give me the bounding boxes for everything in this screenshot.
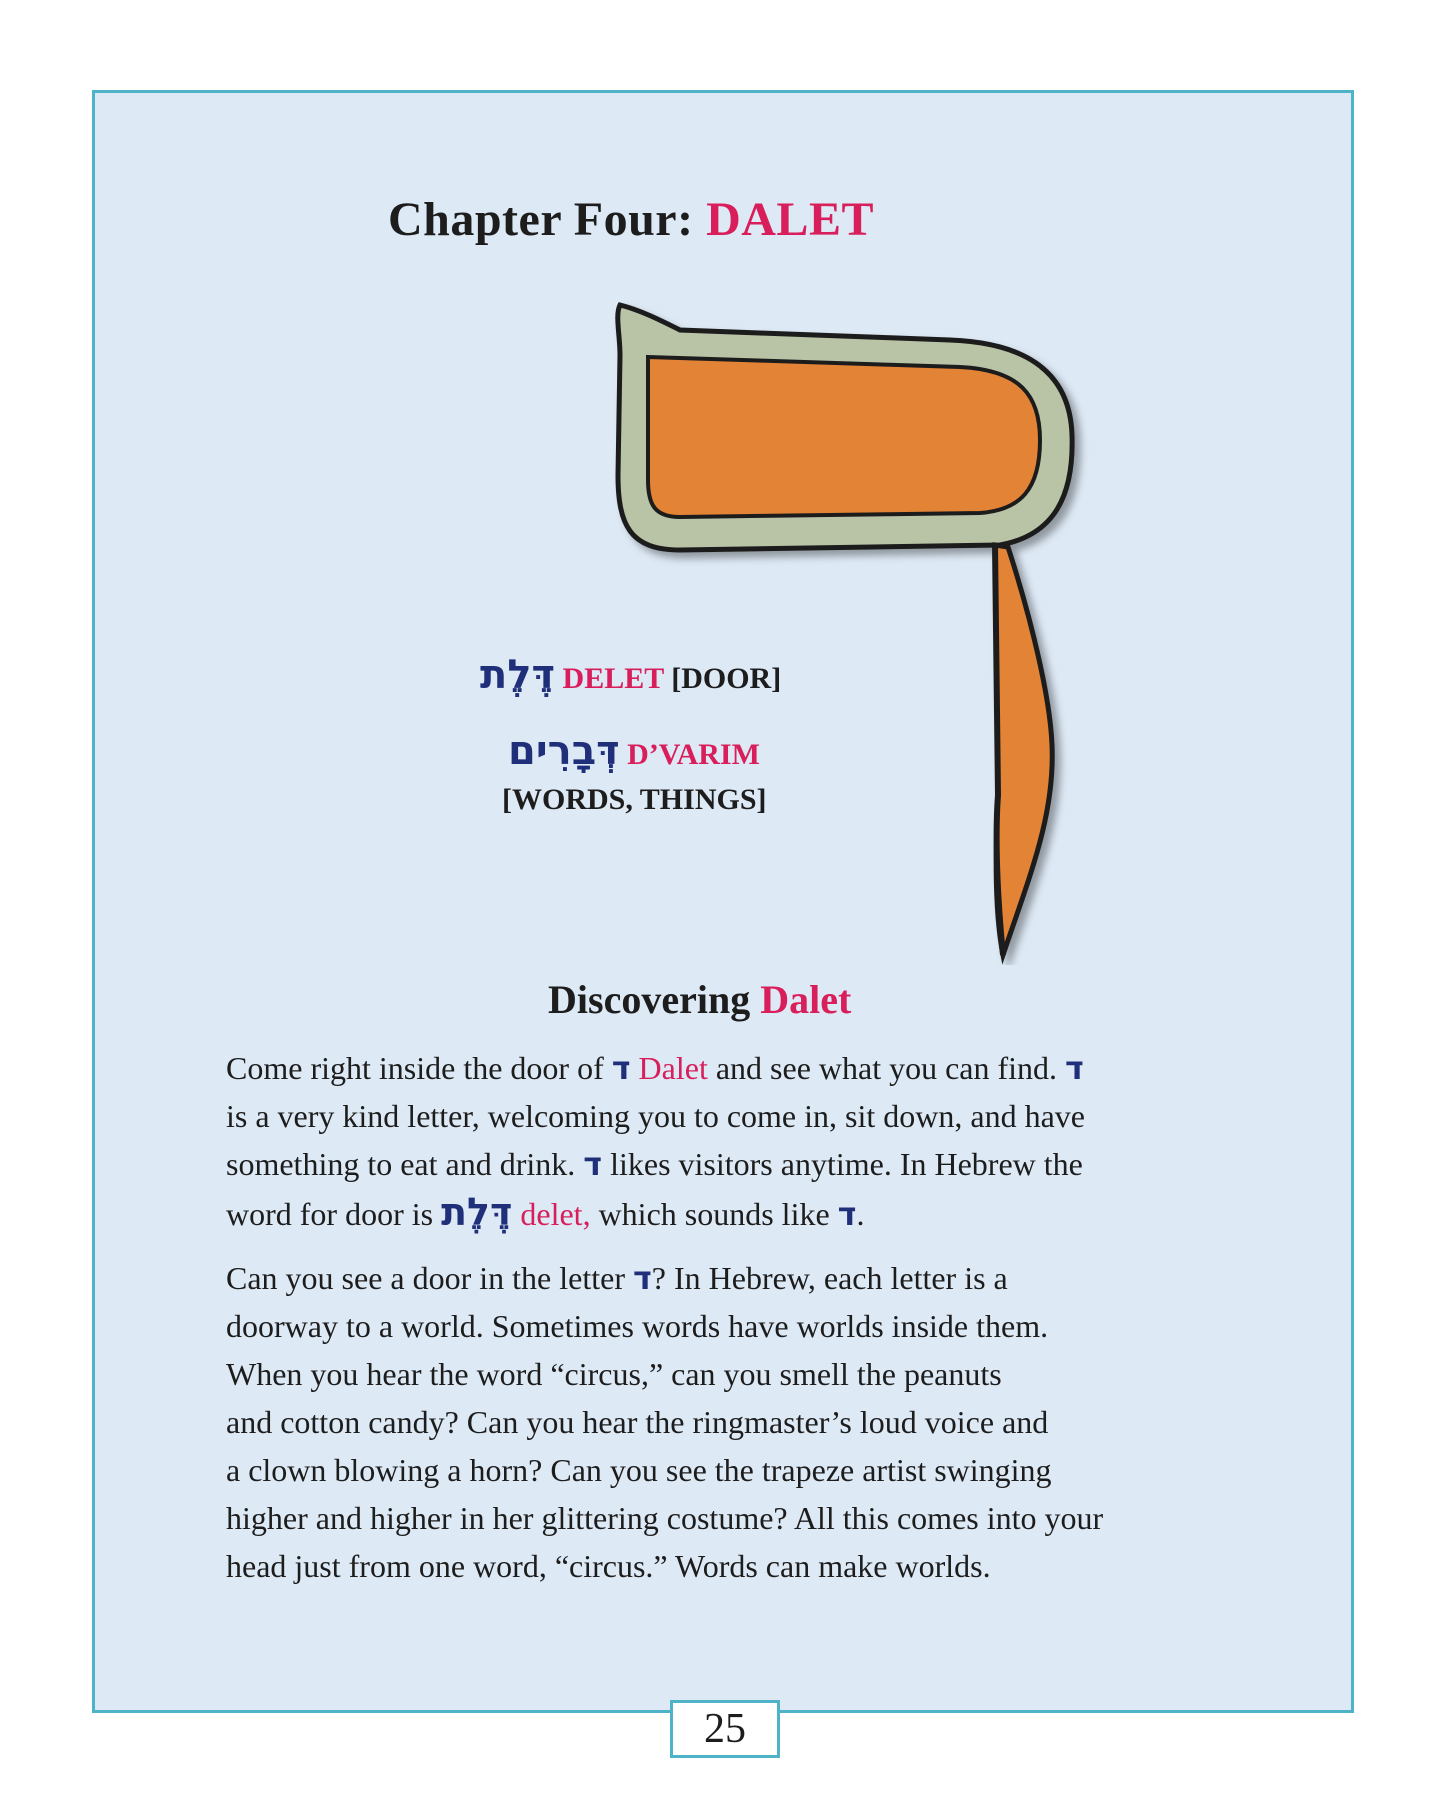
chapter-prefix: Chapter Four: <box>388 193 694 246</box>
hebrew-letter-dalet: ד <box>611 1049 631 1087</box>
paragraph-line <box>226 1140 1246 1188</box>
text-run: ? In Hebrew, each letter is a <box>651 1260 1008 1296</box>
text-run: . <box>856 1196 865 1232</box>
hebrew-word-delet: דֶּלֶת <box>480 652 556 698</box>
dalet-letter-illustration <box>600 295 1100 965</box>
meaning-delet: [DOOR] <box>671 662 782 695</box>
text-run: and see what you can find. <box>707 1050 1066 1086</box>
paragraph-line: and cotton candy? Can you hear the ringmaster’s loud voice and <box>226 1404 1049 1440</box>
paragraph-line <box>226 1188 1246 1238</box>
paragraph-line: head just from one word, “circus.” Words can make worlds. <box>226 1548 991 1584</box>
paragraph-line <box>226 1254 1246 1302</box>
vocab-dvarim <box>508 728 760 774</box>
hebrew-letter-dalet: ד <box>583 1145 603 1183</box>
paragraph-line: higher and higher in her glittering costume? All this comes into your <box>226 1500 1104 1536</box>
chapter-name: DALET <box>706 193 874 246</box>
text-run: Can you see a door in the letter <box>226 1260 633 1296</box>
hebrew-word-dvarim: דְּבָרִים <box>508 728 620 774</box>
paragraph-line: doorway to a world. Sometimes words have worlds inside them. <box>226 1308 1049 1344</box>
text-run: something to eat and drink. <box>226 1146 584 1182</box>
hebrew-letter-dalet: ד <box>632 1259 652 1297</box>
paragraph-line <box>226 1044 1246 1092</box>
section-prefix: Discovering <box>548 977 751 1022</box>
paragraph-line: When you hear the word “circus,” can you smell the peanuts <box>226 1356 1002 1392</box>
text-run: word for door is <box>226 1196 442 1232</box>
chapter-title <box>388 192 874 247</box>
page-number: 25 <box>670 1700 780 1758</box>
section-name: Dalet <box>760 977 852 1022</box>
section-title <box>548 976 851 1023</box>
text-run: which sounds like <box>590 1196 838 1232</box>
paragraph-1 <box>226 1044 1246 1238</box>
paragraph-line: a clown blowing a horn? Can you see the trapeze artist swinging <box>226 1452 1052 1488</box>
text-run: Come right inside the door of <box>226 1050 612 1086</box>
paragraph-2 <box>226 1254 1246 1590</box>
hebrew-letter-dalet: ד <box>837 1195 857 1233</box>
translit-dvarim: D’VARIM <box>627 738 760 771</box>
vocab-delet <box>480 652 781 698</box>
translit-delet: DELET <box>562 662 664 695</box>
hebrew-word-delet-inline: דֶּלֶת <box>441 1190 513 1234</box>
text-run: likes visitors anytime. In Hebrew the <box>602 1146 1083 1182</box>
translit-inline: delet, <box>520 1196 591 1232</box>
hebrew-letter-dalet: ד <box>1065 1049 1084 1087</box>
letter-name: Dalet <box>638 1050 708 1086</box>
meaning-dvarim: [WORDS, THINGS] <box>502 783 767 816</box>
paragraph-line: is a very kind letter, welcoming you to come in, sit down, and have <box>226 1098 1085 1134</box>
